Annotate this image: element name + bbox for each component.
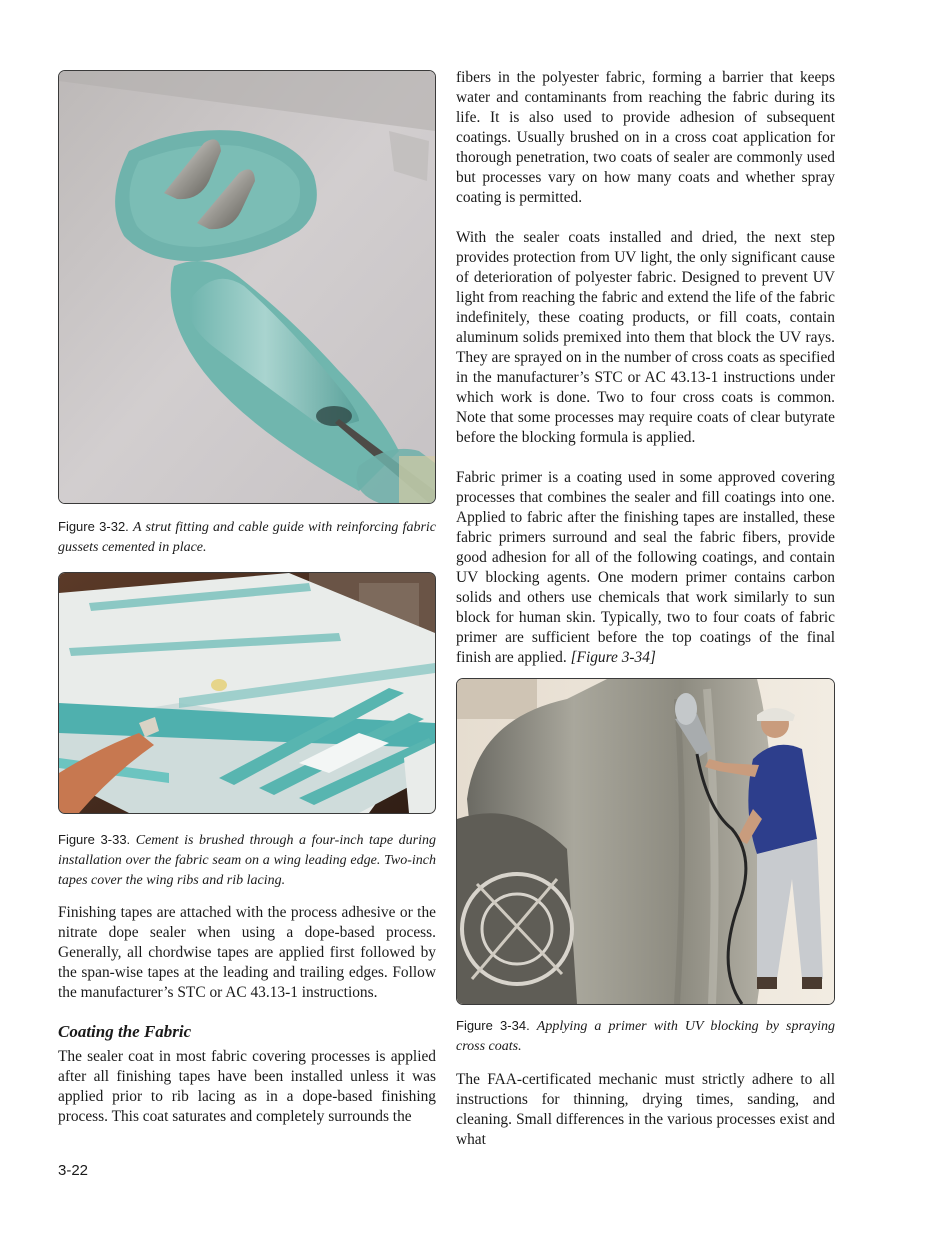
paragraph-fabric-primer (456, 468, 835, 668)
right-column (456, 68, 835, 1150)
page-number: 3-22 (58, 1162, 89, 1179)
figure-3-33-photo (58, 572, 436, 814)
figure-3-34-label: Figure 3-34. (456, 1018, 530, 1033)
figure-3-32-photo (58, 70, 436, 504)
paragraph-faa-mechanic: The FAA-certificated mechanic must strictly adhere to all instructions for thinning, drying times, sanding, and cleaning. Small differences in the various processes exist and what (456, 1071, 835, 1148)
wing-leading-edge-photo-image (59, 573, 435, 813)
figure-3-34-reference: [Figure 3-34] (570, 649, 656, 666)
left-column (58, 70, 436, 1127)
figure-3-33-caption (58, 830, 436, 891)
paragraph-fabric-primer-text: Fabric primer is a coating used in some approved covering processes that combines the sealer and fill coatings into one. Applied to fabric after the finishing tapes are installed, these fabric primers surround and seal the fabric fibers, provide good adhesion for all of the following coatings, and contain UV blocking agents. One modern primer contains carbon solids and others use chemicals that work similarly to sun block for human skin. Typically, two to four coats of fabric primer are sufficient before the top coatings of the final finish are applied. (456, 469, 835, 666)
paragraph-uv-protection: With the sealer coats installed and dried, the next step provides protection from UV light, the only significant cause of deterioration of polyester fabric. Designed to prevent UV light from reaching the fabric and extend the life of the fabric indefinitely, these coating products, or fill coats, contain aluminum solids premixed into them that block the UV rays. They are sprayed on in the number of cross coats as specified in the manufacturer’s STC or AC 43.13-1 instructions under which work is done. Two to four cross coats is common. Note that some processes may require coats of clear butyrate before the blocking formula is applied. (456, 229, 835, 446)
section-heading-coating-the-fabric: Coating the Fabric (58, 1022, 192, 1041)
figure-3-34-caption (456, 1016, 835, 1057)
paragraph-fibers: fibers in the polyester fabric, forming a barrier that keeps water and contaminants from reaching the fabric during its life. It is also used to provide adhesion of subsequent coatings. Usually brushed on in a cross coat application for thorough penetration, two coats of sealer are commonly used but processes vary on how many coats and whether spray coating is permitted. (456, 69, 835, 206)
strut-fitting-photo-image (59, 71, 435, 503)
paragraph-finishing-tapes: Finishing tapes are attached with the process adhesive or the nitrate dope sealer when using a dope-based process. Generally, all chordwise tapes are applied first followed by the span-wise tapes at the leading and trailing edges. Follow the manufacturer’s STC or AC 43.13-1 instructions. (58, 904, 436, 1001)
figure-3-33-label: Figure 3-33. (58, 832, 131, 847)
figure-3-34-caption-text: Applying a primer with UV blocking by spraying cross coats. (456, 1019, 836, 1054)
figure-3-33-caption-text: Cement is brushed through a four-inch tape during installation over the fabric seam on a wing leading edge. Two-inch tapes cover the wing ribs and rib lacing. (58, 833, 437, 888)
figure-3-32-label: Figure 3-32. (58, 519, 129, 534)
primer-spraying-photo-image (457, 679, 834, 1004)
figure-3-32-caption (58, 517, 436, 558)
figure-3-34-photo (456, 678, 835, 1005)
paragraph-sealer-coat: The sealer coat in most fabric covering processes is applied after all finishing tapes have been installed unless it was applied prior to rib lacing as in a dope-based finishing process. This coat saturates and completely surrounds the (58, 1048, 436, 1125)
figure-3-32-caption-text: A strut fitting and cable guide with reinforcing fabric gussets cemented in place. (58, 520, 437, 555)
